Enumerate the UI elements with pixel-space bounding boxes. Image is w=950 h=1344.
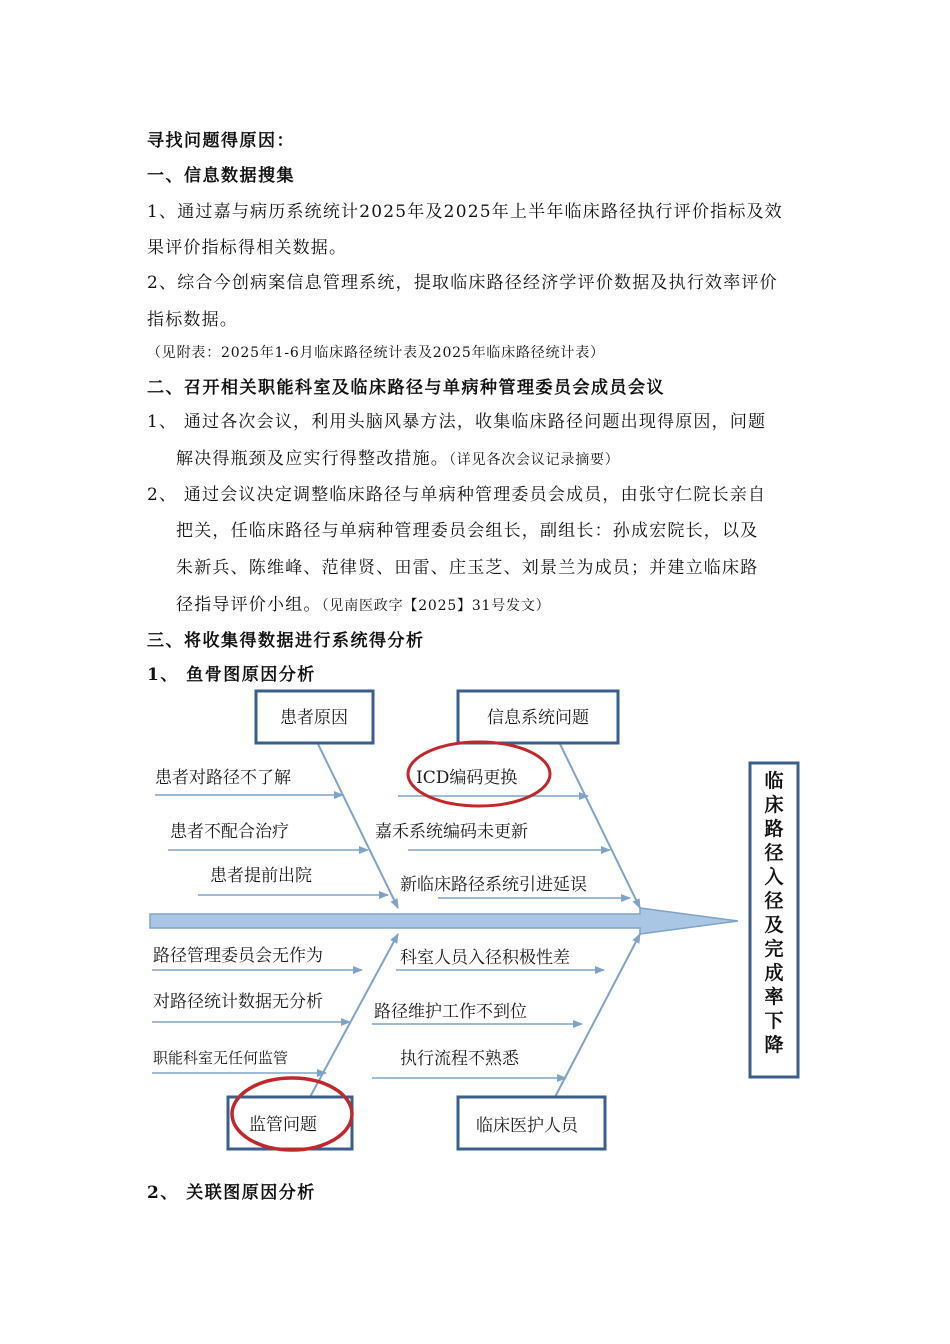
cause-supervision-3: 职能科室无任何监管	[153, 1049, 289, 1067]
cause-info-3: 新临床路径系统引进延误	[400, 875, 587, 895]
cause-patient-1: 患者对路径不了解	[155, 768, 291, 788]
cause-info-1: ICD编码更换	[416, 768, 518, 788]
item-2-line-1: 2、 通过会议决定调整临床路径与单病种管理委员会成员，由张守仁院长亲自	[147, 485, 767, 505]
head-char: 入	[764, 866, 784, 888]
subheading-relation-graph: 2、 关联图原因分析	[147, 1183, 316, 1203]
box-staff-label: 临床医护人员	[476, 1116, 578, 1136]
section-heading-1: 一、信息数据搜集	[147, 166, 295, 186]
box-info-label: 信息系统问题	[487, 708, 589, 728]
cause-staff-1: 科室人员入径积极性差	[400, 948, 570, 968]
cause-patient-3: 患者提前出院	[210, 866, 312, 886]
head-char: 径	[764, 890, 784, 912]
cause-staff-3: 执行流程不熟悉	[400, 1049, 519, 1069]
cause-info-2: 嘉禾系统编码未更新	[375, 822, 528, 842]
head-char: 径	[764, 842, 784, 864]
head-char: 下	[764, 1010, 784, 1032]
appendix-note: （见附表：2025年1-6月临床路径统计表及2025年临床路径统计表）	[147, 345, 605, 361]
paragraph-2-line-2: 指标数据。	[147, 310, 238, 330]
head-char: 降	[764, 1034, 784, 1056]
subheading-fishbone: 1、 鱼骨图原因分析	[147, 665, 316, 685]
head-char: 临	[764, 770, 784, 792]
cause-staff-2: 路径维护工作不到位	[374, 1002, 527, 1022]
head-char: 完	[764, 938, 784, 960]
item-1-text: 解决得瓶颈及应实行得整改措施。	[176, 449, 449, 469]
item-2-line-2: 把关，任临床路径与单病种管理委员会组长，副组长：孙成宏院长，以及	[176, 521, 759, 541]
item-2-note: （见南医政字【2025】31号发文）	[321, 598, 551, 614]
head-char: 及	[764, 914, 784, 936]
head-char: 成	[764, 962, 784, 984]
item-1-line-1: 1、 通过各次会议，利用头脑风暴方法，收集临床路径问题出现得原因，问题	[147, 412, 767, 432]
page-title: 寻找问题得原因：	[147, 131, 295, 151]
paragraph-1-line-1: 1、通过嘉与病历系统统计2025年及2025年上半年临床路径执行评价指标及效	[147, 202, 783, 222]
section-heading-2: 二、召开相关职能科室及临床路径与单病种管理委员会成员会议	[147, 378, 665, 398]
head-char: 路	[764, 818, 784, 840]
paragraph-1-line-2: 果评价指标得相关数据。	[147, 238, 348, 258]
cause-supervision-1: 路径管理委员会无作为	[153, 946, 323, 966]
head-char: 率	[764, 986, 784, 1008]
cause-patient-2: 患者不配合治疗	[170, 822, 289, 842]
spine-arrow	[150, 908, 738, 934]
paragraph-2-line-1: 2、综合今创病案信息管理系统，提取临床路径经济学评价数据及执行效率评价	[147, 273, 778, 293]
head-char: 床	[764, 794, 784, 816]
section-heading-3: 三、将收集得数据进行系统得分析	[147, 631, 425, 651]
box-patient-label: 患者原因	[280, 708, 348, 728]
cause-supervision-2: 对路径统计数据无分析	[153, 992, 323, 1012]
box-supervision-label: 监管问题	[249, 1115, 317, 1135]
item-2-text: 径指导评价小组。	[176, 595, 322, 615]
item-1-note: （详见各次会议记录摘要）	[449, 452, 620, 468]
item-2-line-3: 朱新兵、陈维峰、范律贤、田雷、庄玉芝、刘景兰为成员；并建立临床路	[176, 558, 759, 578]
